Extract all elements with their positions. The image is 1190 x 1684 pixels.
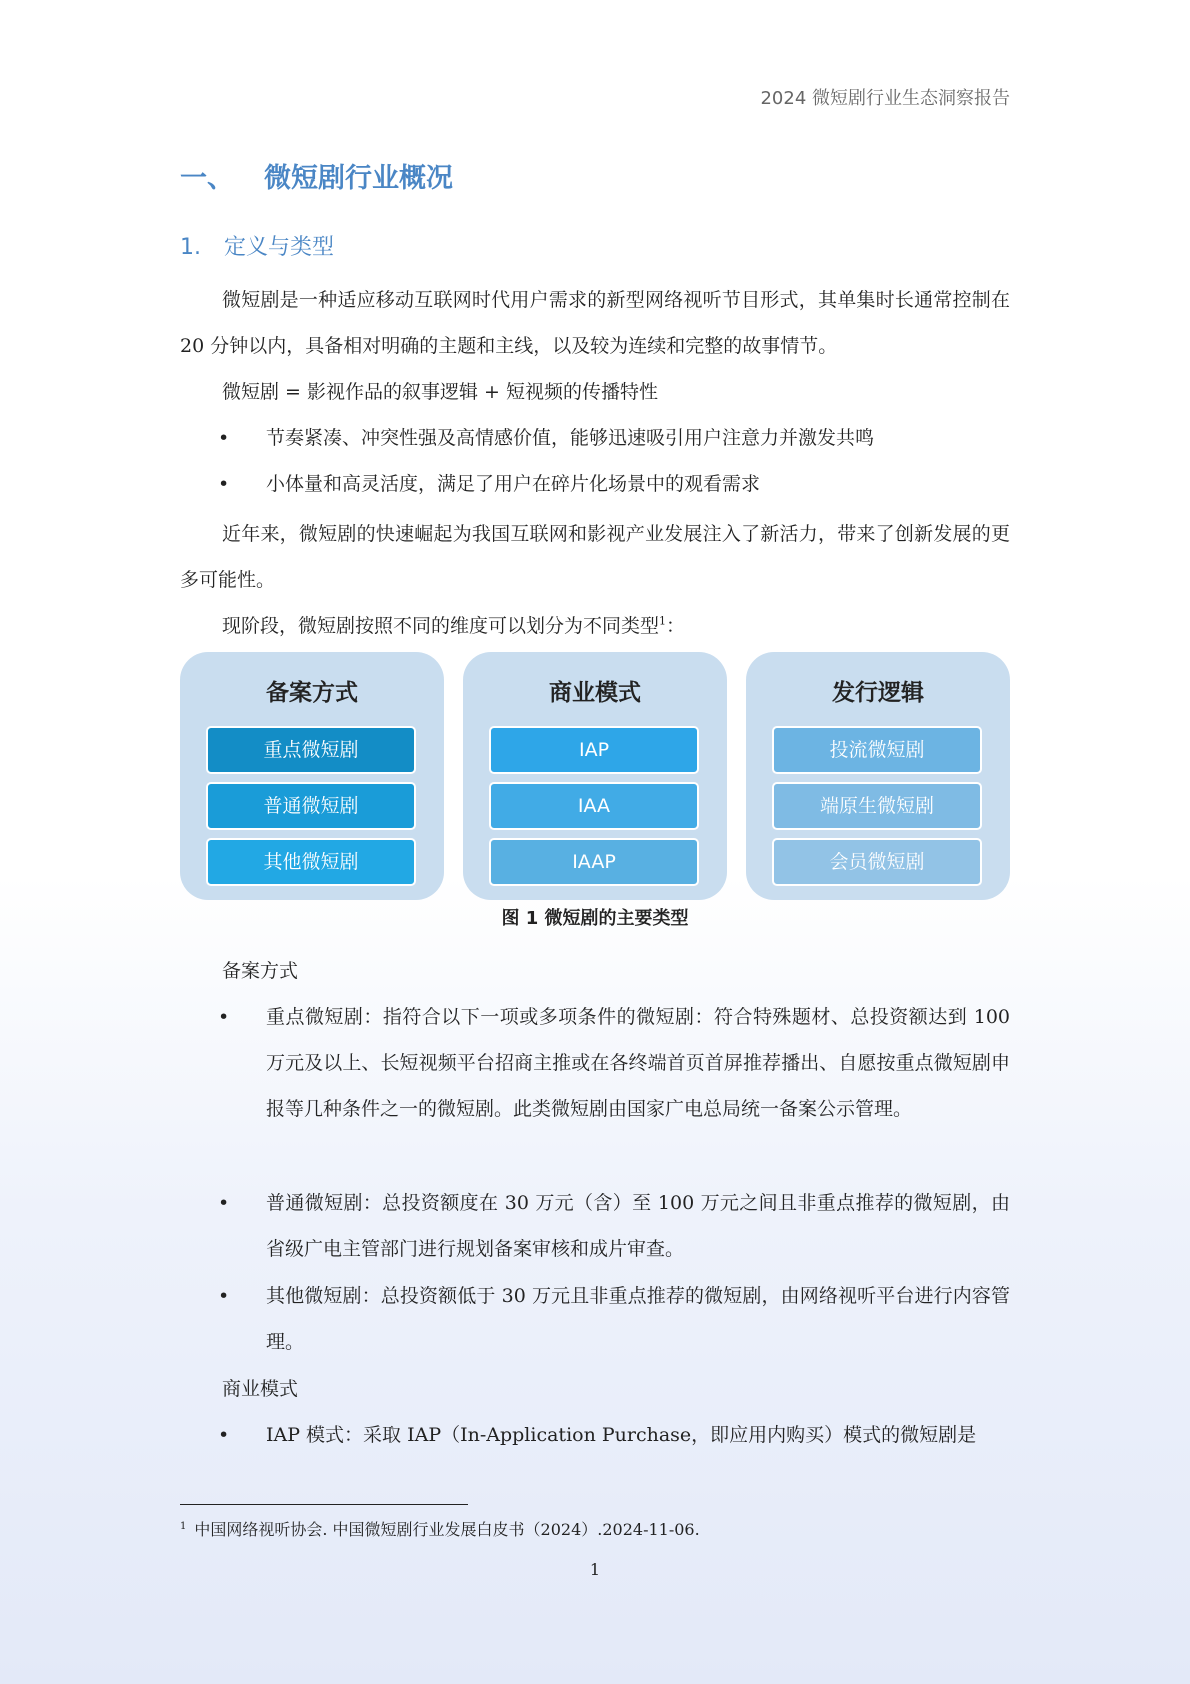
page-header-title: 2024 微短剧行业生态洞察报告 <box>760 88 1010 109</box>
subsection-title: 定义与类型 <box>224 235 335 260</box>
type-box: 重点微短剧 <box>206 726 416 774</box>
list-item <box>218 461 1010 507</box>
type-box: 其他微短剧 <box>206 838 416 886</box>
subsection-number: 1. <box>180 235 201 260</box>
types-diagram <box>180 652 1010 900</box>
panel-title: 商业模式 <box>549 680 641 706</box>
definition-paragraph: 微短剧是一种适应移动互联网时代用户需求的新型网络视听节目形式，其单集时长通常控制在 20 分钟以内，具备相对明确的主题和主线，以及较为连续和完整的故事情节。 <box>180 289 1010 357</box>
types-lead-end: ： <box>666 615 686 637</box>
section-title: 微短剧行业概况 <box>264 163 453 194</box>
type-box: 会员微短剧 <box>772 838 982 886</box>
type-box: IAAP <box>489 838 699 886</box>
list-item-text: 其他微短剧：总投资额低于 30 万元且非重点推荐的微短剧，由网络视听平台进行内容管理。 <box>266 1285 1010 1353</box>
list-item <box>218 994 1010 1132</box>
footnote-ref[interactable]: 1 <box>659 614 667 628</box>
types-lead-line <box>222 603 1010 649</box>
bullet-icon: • <box>218 1192 230 1214</box>
type-box: 端原生微短剧 <box>772 782 982 830</box>
section-heading <box>180 156 453 195</box>
list-item-text: 普通微短剧：总投资额度在 30 万元（含）至 100 万元之间且非重点推荐的微短剧，由省级广电主管部门进行规划备案审核和成片审查。 <box>266 1192 1010 1260</box>
list-item-text: IAP 模式：采取 IAP（In-Application Purchase，即应用内购买）模式的微短剧是 <box>266 1424 977 1446</box>
type-box: IAA <box>489 782 699 830</box>
list-item <box>218 1273 1010 1365</box>
subsection-heading <box>180 230 334 261</box>
section-number: 一、 <box>180 163 234 194</box>
page-number: 1 <box>589 1560 601 1579</box>
bullet-icon: • <box>218 1006 230 1028</box>
list-item <box>218 1180 1010 1272</box>
footnote-divider <box>180 1504 468 1505</box>
panel-title: 备案方式 <box>266 680 358 706</box>
footnote <box>180 1517 700 1540</box>
panel-filing <box>180 652 444 900</box>
panel-title: 发行逻辑 <box>832 680 924 706</box>
list-item-text: 小体量和高灵活度，满足了用户在碎片化场景中的观看需求 <box>266 473 761 495</box>
figure-caption: 图 1 微短剧的主要类型 <box>501 908 689 929</box>
type-box: 普通微短剧 <box>206 782 416 830</box>
filing-heading: 备案方式 <box>222 960 299 982</box>
bullet-icon: • <box>218 427 230 449</box>
panel-distribution <box>746 652 1010 900</box>
bullet-icon: • <box>218 1424 230 1446</box>
list-item-text: 节奏紧凑、冲突性强及高情感价值，能够迅速吸引用户注意力并激发共鸣 <box>266 427 875 449</box>
footnote-text: 中国网络视听协会. 中国微短剧行业发展白皮书（2024）.2024-11-06. <box>194 1520 700 1539</box>
bullet-icon: • <box>218 1285 230 1307</box>
bullet-icon: • <box>218 473 230 495</box>
business-heading: 商业模式 <box>222 1378 299 1400</box>
formula-line: 微短剧 = 影视作品的叙事逻辑 + 短视频的传播特性 <box>222 381 658 403</box>
rise-paragraph: 近年来，微短剧的快速崛起为我国互联网和影视产业发展注入了新活力，带来了创新发展的更多可能性。 <box>180 523 1010 591</box>
type-box: 投流微短剧 <box>772 726 982 774</box>
footnote-mark: 1 <box>180 1520 187 1532</box>
list-item <box>218 1412 1010 1458</box>
panel-business <box>463 652 727 900</box>
list-item-text: 重点微短剧：指符合以下一项或多项条件的微短剧：符合特殊题材、总投资额达到 100 万元及以上、长短视频平台招商主推或在各终端首页首屏推荐播出、自愿按重点微短剧申报等几种条件之一的微短剧。此类微短剧由国家广电总局统一备案公示管理。 <box>266 1006 1010 1120</box>
list-item <box>218 415 1010 461</box>
types-lead-text: 现阶段，微短剧按照不同的维度可以划分为不同类型 <box>222 615 660 637</box>
type-box: IAP <box>489 726 699 774</box>
